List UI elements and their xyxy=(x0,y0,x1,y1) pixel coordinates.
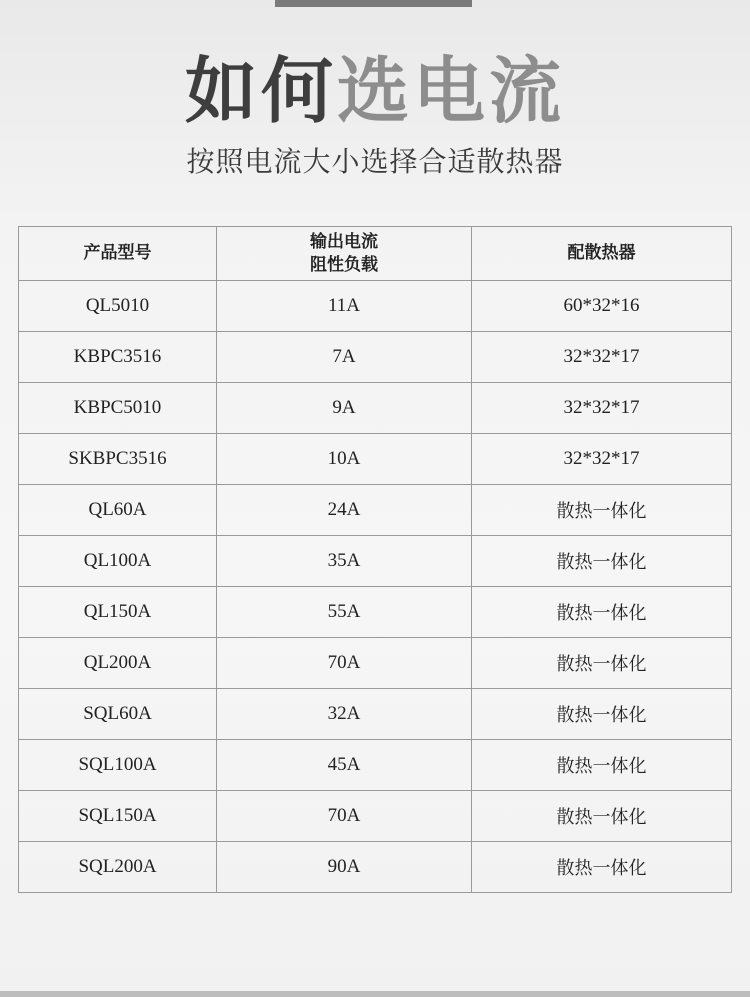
cell-heatsink: 32*32*17 xyxy=(472,332,732,383)
cell-current: 55A xyxy=(217,587,472,638)
page-title xyxy=(0,48,750,134)
cell-current: 70A xyxy=(217,638,472,689)
cell-current: 11A xyxy=(217,281,472,332)
table-row xyxy=(19,842,732,893)
cell-model: KBPC3516 xyxy=(19,332,217,383)
cell-heatsink: 散热一体化 xyxy=(472,842,732,893)
cell-model: SQL200A xyxy=(19,842,217,893)
header-model: 产品型号 xyxy=(19,227,217,281)
title-part-light: 选电流 xyxy=(337,49,566,133)
cell-heatsink: 散热一体化 xyxy=(472,587,732,638)
cell-model: SQL60A xyxy=(19,689,217,740)
cell-heatsink: 60*32*16 xyxy=(472,281,732,332)
table-header-row xyxy=(19,227,732,281)
cell-model: QL5010 xyxy=(19,281,217,332)
cell-heatsink: 散热一体化 xyxy=(472,740,732,791)
header-current-line1: 输出电流 xyxy=(310,231,378,252)
cell-model: QL100A xyxy=(19,536,217,587)
cell-current: 10A xyxy=(217,434,472,485)
cell-model: KBPC5010 xyxy=(19,383,217,434)
cell-current: 7A xyxy=(217,332,472,383)
header-current-line2: 阻性负载 xyxy=(310,254,378,275)
cell-current: 9A xyxy=(217,383,472,434)
table-row xyxy=(19,536,732,587)
cell-current: 90A xyxy=(217,842,472,893)
cell-model: SKBPC3516 xyxy=(19,434,217,485)
bottom-accent-bar xyxy=(0,991,750,997)
table-row xyxy=(19,689,732,740)
table-row xyxy=(19,434,732,485)
table-row xyxy=(19,638,732,689)
table-row xyxy=(19,281,732,332)
table-row xyxy=(19,587,732,638)
cell-current: 45A xyxy=(217,740,472,791)
cell-current: 70A xyxy=(217,791,472,842)
cell-heatsink: 散热一体化 xyxy=(472,536,732,587)
header-heatsink: 配散热器 xyxy=(472,227,732,281)
cell-model: QL150A xyxy=(19,587,217,638)
cell-current: 32A xyxy=(217,689,472,740)
spec-table xyxy=(18,226,732,893)
cell-model: SQL150A xyxy=(19,791,217,842)
cell-heatsink: 散热一体化 xyxy=(472,689,732,740)
cell-heatsink: 散热一体化 xyxy=(472,638,732,689)
cell-heatsink: 散热一体化 xyxy=(472,485,732,536)
table-row xyxy=(19,791,732,842)
cell-model: QL200A xyxy=(19,638,217,689)
header-current xyxy=(217,227,472,281)
top-accent-bar xyxy=(275,0,472,7)
table-row xyxy=(19,332,732,383)
table-row xyxy=(19,383,732,434)
cell-heatsink: 32*32*17 xyxy=(472,383,732,434)
title-part-dark: 如何 xyxy=(184,49,337,133)
table-row xyxy=(19,740,732,791)
cell-model: SQL100A xyxy=(19,740,217,791)
cell-heatsink: 散热一体化 xyxy=(472,791,732,842)
cell-heatsink: 32*32*17 xyxy=(472,434,732,485)
cell-current: 35A xyxy=(217,536,472,587)
cell-model: QL60A xyxy=(19,485,217,536)
cell-current: 24A xyxy=(217,485,472,536)
page-subtitle: 按照电流大小选择合适散热器 xyxy=(186,145,564,178)
table-row xyxy=(19,485,732,536)
